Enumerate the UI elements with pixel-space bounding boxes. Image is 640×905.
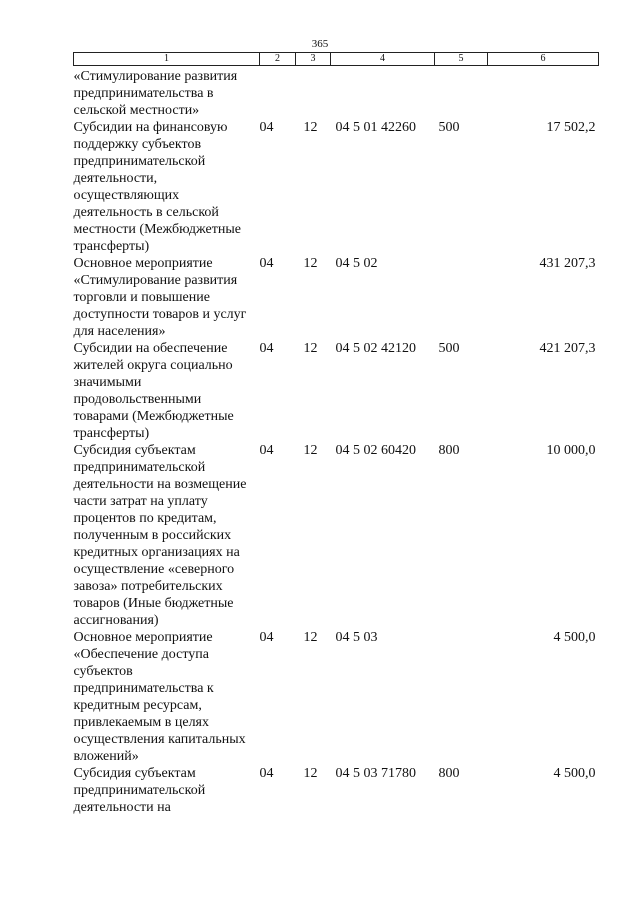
col-header-2: 2 xyxy=(260,53,296,66)
row-name: Субсидии на обеспечение жителей округа социально значимыми продовольственными товарами (Межбюджетные трансферты) xyxy=(73,341,234,441)
row-expense-type xyxy=(435,66,488,120)
col-header-5: 5 xyxy=(435,53,488,66)
row-amount: 4 500,0 xyxy=(553,766,596,781)
budget-table xyxy=(73,52,599,816)
row-section: 04 xyxy=(259,766,274,781)
row-target-code: 04 5 03 xyxy=(335,630,378,645)
table-row xyxy=(74,255,599,340)
row-name: Субсидия субъектам предпринимательской деятельности на xyxy=(73,766,206,815)
table-header xyxy=(74,53,599,66)
table-row xyxy=(74,340,599,442)
row-name: Основное мероприятие «Обеспечение доступа субъектов предпринимательства к кредитным ресурсам, привлекаемым в целях осуществления капитальных вложений» xyxy=(73,630,246,764)
row-expense-type: 800 xyxy=(438,443,460,458)
row-name: Субсидии на финансовую поддержку субъектов предпринимательской деятельности, осуществляющих деятельность в сельской местности (Межбюджетные трансферты) xyxy=(73,120,241,254)
row-subsection: 12 xyxy=(303,630,318,645)
col-header-1: 1 xyxy=(74,53,260,66)
row-expense-type: 800 xyxy=(438,766,460,781)
row-expense-type: 500 xyxy=(438,341,460,356)
table-row xyxy=(74,765,599,816)
row-amount: 17 502,2 xyxy=(546,120,596,135)
row-subsection: 12 xyxy=(303,341,318,356)
row-section: 04 xyxy=(259,443,274,458)
row-amount: 10 000,0 xyxy=(546,443,596,458)
row-expense-type: 500 xyxy=(438,120,460,135)
row-amount: 421 207,3 xyxy=(539,341,596,356)
page-number: 365 xyxy=(311,38,329,50)
row-section xyxy=(260,66,296,120)
row-subsection: 12 xyxy=(303,120,318,135)
row-target-code: 04 5 01 42260 xyxy=(335,120,416,135)
row-amount xyxy=(488,66,599,120)
row-name: Субсидия субъектам предпринимательской деятельности на возмещение части затрат на уплату процентов по кредитам, полученным в российских кредитных организациях на осуществление «северного завоза» потребительских товаров (Иные бюджетные ассигнования) xyxy=(73,443,247,628)
col-header-6: 6 xyxy=(488,53,599,66)
row-name: Основное мероприятие «Стимулирование развития торговли и повышение доступности товаров и услуг для населения» xyxy=(73,256,247,339)
row-target-code: 04 5 02 60420 xyxy=(335,443,416,458)
row-target-code: 04 5 03 71780 xyxy=(335,766,416,781)
row-name: «Стимулирование развития предпринимательства в сельской местности» xyxy=(73,69,238,118)
row-subsection: 12 xyxy=(303,766,318,781)
row-section: 04 xyxy=(259,630,274,645)
table-row xyxy=(74,66,599,120)
row-section: 04 xyxy=(259,120,274,135)
row-expense-type xyxy=(435,255,488,340)
col-header-4: 4 xyxy=(331,53,435,66)
row-target-code: 04 5 02 42120 xyxy=(335,341,416,356)
row-target-code xyxy=(331,66,435,120)
col-header-3: 3 xyxy=(296,53,331,66)
row-subsection: 12 xyxy=(303,443,318,458)
row-amount: 431 207,3 xyxy=(539,256,596,271)
row-section: 04 xyxy=(259,341,274,356)
row-expense-type xyxy=(435,629,488,765)
table-row xyxy=(74,442,599,629)
row-target-code: 04 5 02 xyxy=(335,256,378,271)
table-row xyxy=(74,119,599,255)
row-subsection: 12 xyxy=(303,256,318,271)
row-section: 04 xyxy=(259,256,274,271)
row-amount: 4 500,0 xyxy=(553,630,596,645)
row-subsection xyxy=(296,66,331,120)
table-row xyxy=(74,629,599,765)
